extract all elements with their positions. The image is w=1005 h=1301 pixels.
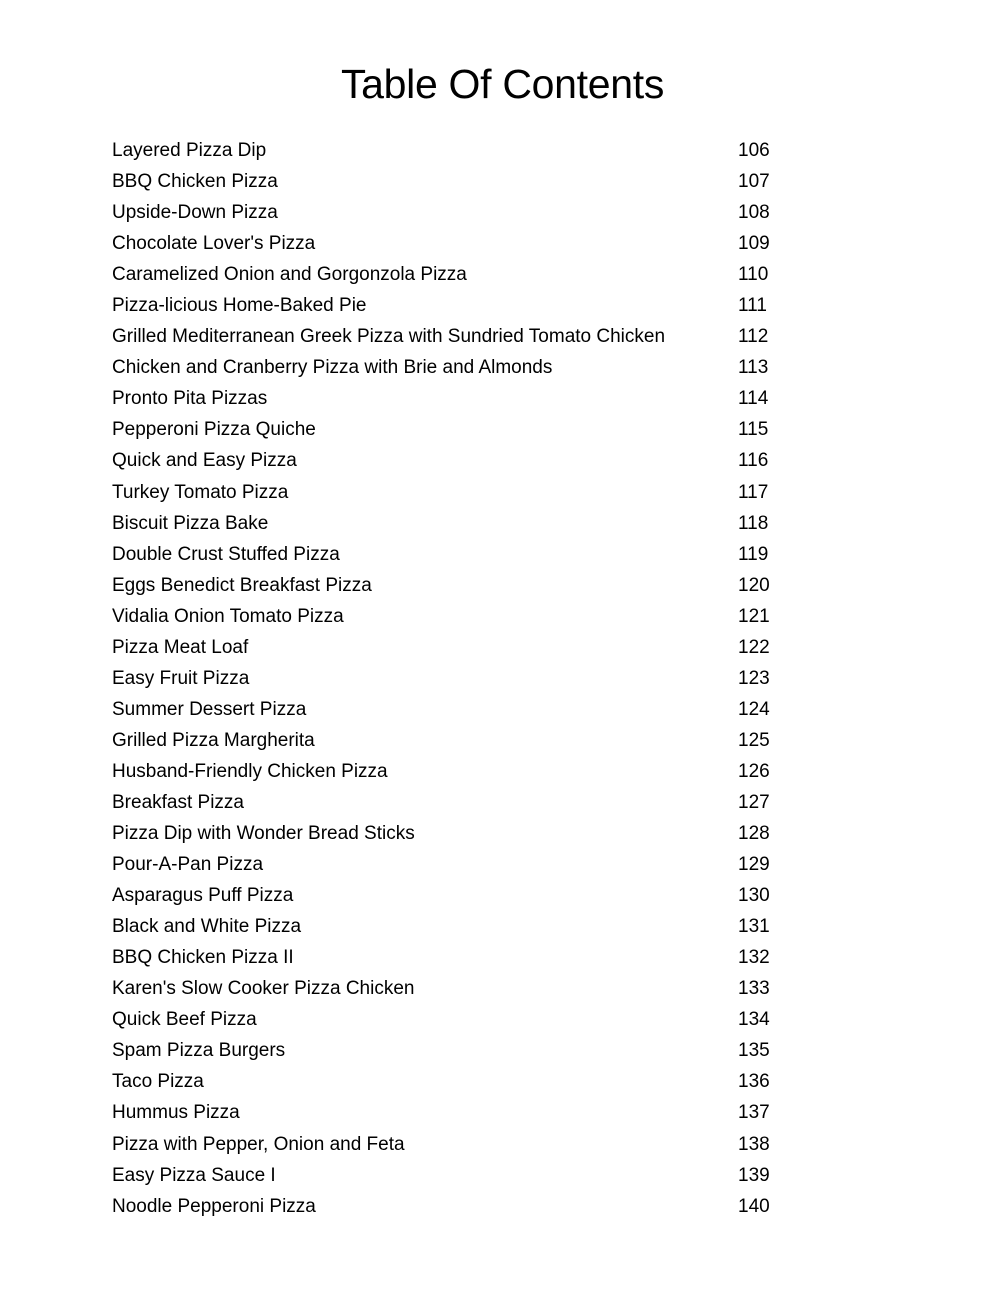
toc-entry[interactable]: [112, 197, 792, 228]
toc-entry-page-number: 136: [738, 1071, 770, 1093]
toc-entry-page-number: 119: [738, 543, 769, 565]
toc-entry-page-number: 109: [738, 233, 770, 255]
toc-entry-page-number: 117: [738, 481, 769, 503]
toc-entry-page-number: 135: [738, 1040, 770, 1062]
toc-entry-title: Vidalia Onion Tomato Pizza: [112, 605, 344, 627]
toc-entry-page-number: 122: [738, 636, 770, 658]
toc-entry-page-number: 121: [738, 605, 770, 627]
toc-entry-title: Caramelized Onion and Gorgonzola Pizza: [112, 264, 467, 286]
toc-entry-title: Turkey Tomato Pizza: [112, 481, 289, 503]
toc-entry[interactable]: [112, 1035, 792, 1066]
toc-entry[interactable]: [112, 601, 792, 632]
toc-entry-title: Summer Dessert Pizza: [112, 698, 307, 720]
toc-entry-title: Taco Pizza: [112, 1071, 204, 1093]
toc-entry[interactable]: [112, 259, 792, 290]
toc-entry-title: Hummus Pizza: [112, 1102, 240, 1124]
toc-entry-title: Pizza Meat Loaf: [112, 636, 249, 658]
toc-entry[interactable]: [112, 1160, 792, 1191]
toc-entry-title: Easy Pizza Sauce I: [112, 1164, 276, 1186]
toc-entry-title: Quick and Easy Pizza: [112, 450, 297, 472]
toc-entry[interactable]: [112, 632, 792, 663]
toc-entry[interactable]: [112, 352, 792, 383]
toc-entry-title: Noodle Pepperoni Pizza: [112, 1195, 316, 1217]
toc-entry-page-number: 130: [738, 885, 770, 907]
toc-entry[interactable]: [112, 880, 792, 911]
toc-entry-title: Eggs Benedict Breakfast Pizza: [112, 574, 372, 596]
toc-entry-page-number: 106: [738, 140, 770, 161]
toc-entry-page-number: 113: [738, 357, 769, 379]
toc-entry[interactable]: [112, 1004, 792, 1035]
toc-entry[interactable]: [112, 570, 792, 601]
toc-entry-title: Grilled Mediterranean Greek Pizza with Sundried Tomato Chicken: [112, 326, 666, 348]
toc-entry-title: Double Crust Stuffed Pizza: [112, 543, 340, 565]
toc-entry-title: Spam Pizza Burgers: [112, 1040, 286, 1062]
toc-entry-title: Biscuit Pizza Bake: [112, 512, 269, 534]
toc-entry-title: Chocolate Lover's Pizza: [112, 233, 316, 255]
toc-entry[interactable]: [112, 818, 792, 849]
toc-entry[interactable]: [112, 1097, 792, 1128]
toc-entry-title: Pizza with Pepper, Onion and Feta: [112, 1133, 405, 1155]
toc-entry-page-number: 125: [738, 729, 770, 751]
toc-entry[interactable]: [112, 663, 792, 694]
toc-entry-title: Quick Beef Pizza: [112, 1009, 257, 1031]
toc-entry[interactable]: [112, 973, 792, 1004]
toc-entry-page-number: 134: [738, 1009, 770, 1031]
toc-entry[interactable]: [112, 166, 792, 197]
toc-entry-title: Layered Pizza Dip: [112, 140, 267, 161]
toc-entry-page-number: 110: [738, 264, 769, 286]
toc-entry-title: BBQ Chicken Pizza II: [112, 947, 294, 969]
toc-entry-page-number: 107: [738, 171, 770, 193]
toc-entry-page-number: 127: [738, 791, 770, 813]
toc-entry[interactable]: [112, 694, 792, 725]
toc-entry-page-number: 126: [738, 760, 770, 782]
toc-entry-page-number: 116: [738, 450, 769, 472]
toc-entry-title: Husband-Friendly Chicken Pizza: [112, 760, 388, 782]
toc-entry-page-number: 137: [738, 1102, 770, 1124]
toc-entry-title: Chicken and Cranberry Pizza with Brie and Almonds: [112, 357, 553, 379]
toc-entry-page-number: 114: [738, 388, 769, 410]
toc-entry[interactable]: [112, 1129, 792, 1160]
toc-entry-title: Karen's Slow Cooker Pizza Chicken: [112, 978, 415, 1000]
toc-entry[interactable]: [112, 135, 792, 166]
toc-entry-title: Asparagus Puff Pizza: [112, 885, 294, 907]
toc-entry[interactable]: [112, 414, 792, 445]
toc-entry-page-number: 111: [738, 295, 767, 317]
toc-entry-page-number: 138: [738, 1133, 770, 1155]
toc-entry[interactable]: [112, 508, 792, 539]
toc-entry[interactable]: [112, 942, 792, 973]
toc-entry-page-number: 131: [738, 916, 770, 938]
toc-entry-page-number: 139: [738, 1164, 770, 1186]
toc-entry-page-number: 124: [738, 698, 770, 720]
toc-entry[interactable]: [112, 756, 792, 787]
toc-entry-title: Black and White Pizza: [112, 916, 302, 938]
toc-entry[interactable]: [112, 539, 792, 570]
page-title: Table Of Contents: [340, 61, 665, 107]
toc-entry-page-number: 108: [738, 202, 770, 224]
toc-entry-title: BBQ Chicken Pizza: [112, 171, 278, 193]
toc-entry-title: Pronto Pita Pizzas: [112, 388, 268, 410]
toc-entry[interactable]: [112, 477, 792, 508]
toc-entry-title: Pizza Dip with Wonder Bread Sticks: [112, 823, 415, 845]
toc-entry-page-number: 118: [738, 512, 769, 534]
toc-entry[interactable]: [112, 1066, 792, 1097]
toc-entry[interactable]: [112, 911, 792, 942]
toc-entry-title: Pepperoni Pizza Quiche: [112, 419, 316, 441]
toc-entry[interactable]: [112, 849, 792, 880]
toc-entry-page-number: 123: [738, 667, 770, 689]
toc-entry-title: Pour-A-Pan Pizza: [112, 854, 264, 876]
toc-entry[interactable]: [112, 228, 792, 259]
toc-entry[interactable]: [112, 725, 792, 756]
toc-entry[interactable]: [112, 445, 792, 476]
toc-entry-page-number: 112: [738, 326, 769, 348]
toc-entry[interactable]: [112, 787, 792, 818]
toc-entry[interactable]: [112, 1191, 792, 1222]
toc-list: [112, 135, 792, 1222]
toc-entry-title: Breakfast Pizza: [112, 791, 244, 813]
toc-entry-page-number: 115: [738, 419, 769, 441]
toc-entry-page-number: 140: [738, 1195, 770, 1217]
toc-entry-title: Grilled Pizza Margherita: [112, 729, 315, 751]
toc-entry-page-number: 120: [738, 574, 770, 596]
toc-entry-page-number: 132: [738, 947, 770, 969]
toc-entry-page-number: 133: [738, 978, 770, 1000]
toc-entry-title: Upside-Down Pizza: [112, 202, 278, 224]
toc-entry[interactable]: [112, 290, 792, 321]
toc-entry[interactable]: [112, 383, 792, 414]
toc-entry-page-number: 129: [738, 854, 770, 876]
toc-entry-title: Easy Fruit Pizza: [112, 667, 250, 689]
toc-entry-title: Pizza-licious Home-Baked Pie: [112, 295, 367, 317]
toc-entry-page-number: 128: [738, 823, 770, 845]
toc-entry[interactable]: [112, 321, 792, 352]
